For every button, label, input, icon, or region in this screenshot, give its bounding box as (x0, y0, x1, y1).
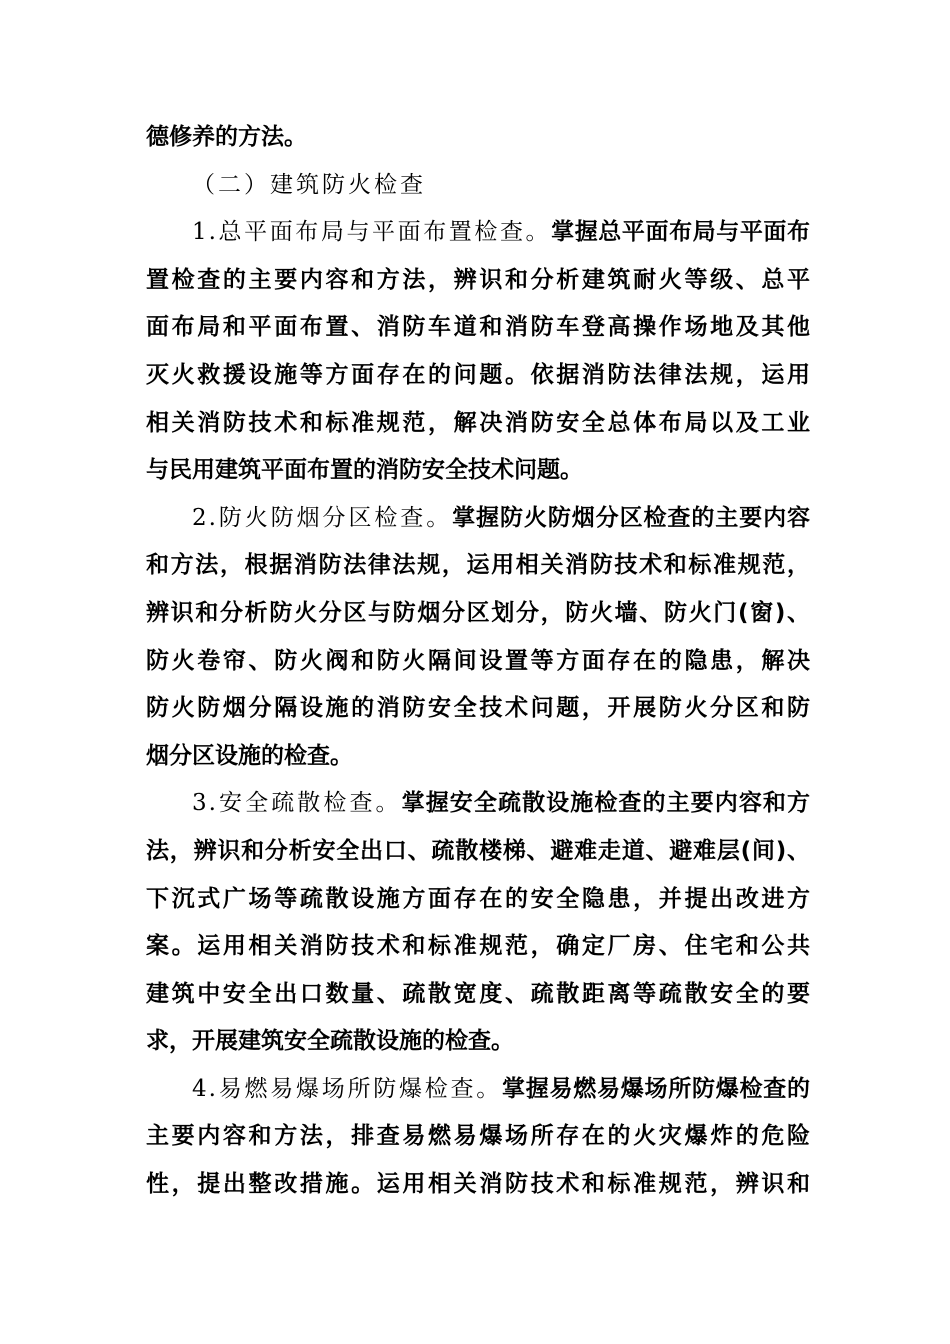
text-line: 辨识和分析防火分区与防烟分区划分，防火墙、防火门(窗)、 (146, 599, 810, 626)
paragraph-1 (146, 209, 810, 495)
paragraph-2 (146, 495, 810, 781)
text-line: 与民用建筑平面布置的消防安全技术问题。 (146, 457, 583, 484)
text-line: 灭火救援设施等方面存在的问题。依据消防法律法规，运用 (146, 361, 810, 388)
text-line: 案。运用相关消防技术和标准规范，确定厂房、住宅和公共 (146, 933, 810, 960)
item-title: 1.总平面布局与平面布置检查。 (192, 219, 552, 246)
text-line: 主要内容和方法，排查易燃易爆场所存在的火灾爆炸的危险 (146, 1123, 810, 1150)
document-body (146, 114, 810, 1209)
paragraph-first-line (146, 780, 810, 828)
paragraph-4 (146, 1066, 810, 1209)
item-title: 4.易燃易爆场所防爆检查。 (192, 1075, 502, 1102)
text-line: 置检查的主要内容和方法，辨识和分析建筑耐火等级、总平 (146, 266, 810, 293)
text-line: 和方法，根据消防法律法规，运用相关消防技术和标准规范， (146, 552, 810, 579)
text-line: 下沉式广场等疏散设施方面存在的安全隐患，并提出改进方 (146, 885, 810, 912)
text-line: 求，开展建筑安全疏散设施的检查。 (146, 1028, 514, 1055)
text-line: 建筑中安全出口数量、疏散宽度、疏散距离等疏散安全的要 (146, 980, 810, 1007)
text-run: 掌握总平面布局与平面布 (551, 219, 810, 246)
text-line: 防火卷帘、防火阀和防火隔间设置等方面存在的隐患，解决 (146, 647, 810, 674)
text-run: 掌握易燃易爆场所防爆检查的 (501, 1075, 810, 1102)
text-line: 面布局和平面布置、消防车道和消防车登高操作场地及其他 (146, 314, 810, 341)
text-line: 德修养的方法。 (146, 124, 307, 150)
text-line: 性，提出整改措施。运用相关消防技术和标准规范，辨识和 (146, 1171, 810, 1198)
item-title: 3.安全疏散检查。 (192, 790, 402, 817)
text-line: 防火防烟分隔设施的消防安全技术问题，开展防火分区和防 (146, 695, 810, 722)
paragraph-first-line (146, 1066, 810, 1114)
paragraph-3 (146, 780, 810, 1066)
text-line: 烟分区设施的检查。 (146, 742, 353, 769)
text-run: 掌握安全疏散设施检查的主要内容和方 (401, 790, 811, 817)
section-heading: （二）建筑防火检查 (192, 171, 426, 198)
text-run: 掌握防火防烟分区检查的主要内容 (452, 504, 811, 531)
text-line: 法，辨识和分析安全出口、疏散楼梯、避难走道、避难层(间)、 (146, 837, 810, 864)
text-line: 相关消防技术和标准规范，解决消防安全总体布局以及工业 (146, 409, 810, 436)
paragraph-first-line (146, 209, 810, 257)
paragraph-first-line (146, 495, 810, 543)
item-title: 2.防火防烟分区检查。 (192, 504, 453, 531)
